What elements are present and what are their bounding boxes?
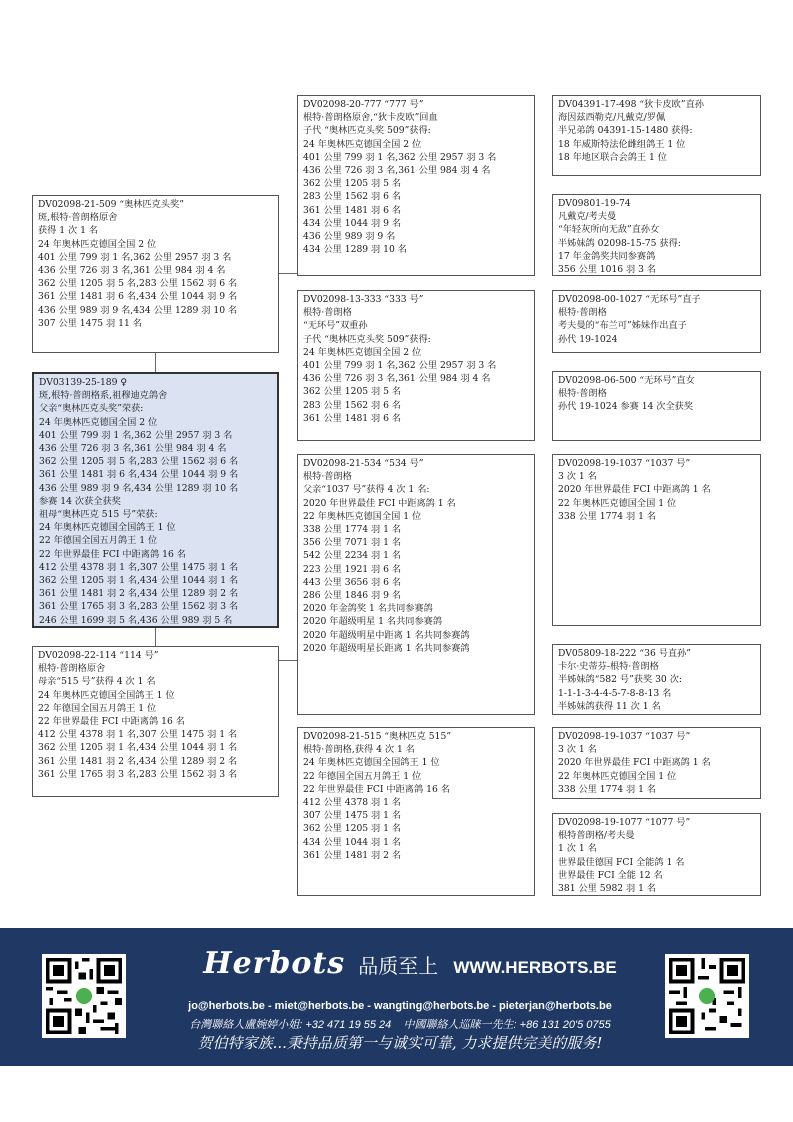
pedigree-line: 18 年威斯特法伦雌组鸽王 1 位	[558, 138, 686, 150]
granddam-2-card	[297, 727, 535, 896]
phone-contacts	[130, 1016, 670, 1032]
pedigree-line: 361 公里 1481 羽 6 名,434 公里 1044 羽 9 名	[39, 469, 239, 481]
pedigree-line: 24 年奥林匹克德国全国鸽王 1 位	[38, 689, 175, 701]
footer-banner	[0, 928, 793, 1066]
pigeon-ring-title: DV02098-21-534 “534 号”	[303, 458, 424, 469]
pedigree-line: 半兄弟鸽 04391-15-1480 获得:	[558, 125, 693, 137]
pedigree-line: 356 公里 7071 羽 1 名	[303, 537, 402, 549]
pedigree-line: “年轻灰所向无敌”直孙女	[558, 224, 660, 236]
pedigree-line: 斑,根特·普朗格系,祖穆迪克鸽舍	[39, 390, 168, 402]
pedigree-line: 2020 年金鸽奖 1 名共同参赛鸽	[303, 603, 433, 615]
pigeon-ring-title: DV02098-20-777 “777 号”	[303, 99, 424, 110]
pedigree-line: 1-1-1-3-4-4-5-7-8-8-13 名	[558, 687, 672, 699]
pedigree-line: 338 公里 1774 羽 1 名	[558, 783, 657, 795]
pedigree-line: 436 公里 726 羽 3 名,361 公里 984 羽 4 名	[303, 373, 491, 385]
pedigree-line: 381 公里 5982 羽 1 名	[558, 883, 657, 895]
pedigree-line: 361 公里 1481 羽 2 名,434 公里 1289 羽 2 名	[38, 755, 238, 767]
pedigree-line: 307 公里 1475 羽 11 名	[38, 317, 142, 329]
pedigree-line: 24 年奥林匹克德国全国 2 位	[39, 416, 158, 428]
ggp-2-card	[552, 194, 761, 276]
pedigree-line: 根特普朗格/考夫曼	[558, 830, 635, 842]
sire-card	[32, 195, 279, 353]
ggp-3-card	[552, 290, 761, 353]
pedigree-line: 412 公里 4378 羽 1 名,307 公里 1475 羽 1 名	[39, 561, 239, 573]
pedigree-line: 356 公里 1016 羽 3 名	[558, 264, 657, 276]
pedigree-line: 2020 年超级明星长距离 1 名共同参赛鸽	[303, 642, 470, 654]
pedigree-line: 斑,根特·普朗格原舍	[38, 212, 118, 224]
pigeon-ring-title: DV04391-17-498 “狄卡皮欧”直孙	[558, 99, 704, 110]
ggp-4-card	[552, 371, 761, 441]
pedigree-line: 362 公里 1205 羽 1 名	[303, 823, 402, 835]
pedigree-line: 24 年奥林匹克德国全国鸽王 1 位	[303, 757, 440, 769]
pedigree-line: 世界最佳德国 FCI 全能鸽 1 名	[558, 856, 685, 868]
pigeon-ring-title: DV02098-00-1027 “无环号”直子	[558, 294, 701, 305]
pedigree-line: 362 公里 1205 羽 5 名,283 公里 1562 羽 6 名	[39, 456, 239, 468]
pedigree-line: 2020 年世界最佳 FCI 中距离鸽 1 名	[303, 497, 456, 509]
pedigree-line: 542 公里 2234 羽 1 名	[303, 550, 402, 562]
granddam-1-card	[297, 290, 535, 441]
wechat-qr-code-icon	[665, 954, 749, 1038]
pedigree-line: 436 公里 726 羽 3 名,361 公里 984 羽 4 名	[39, 443, 227, 455]
pedigree-line: 2020 年超级明星 1 名共同参赛鸽	[303, 616, 443, 628]
ggp-5-card	[552, 454, 761, 626]
pedigree-line: 根特·普朗格原舍,“狄卡皮欧”回血	[303, 112, 438, 124]
pedigree-line: 17 年金鸽奖共同参赛鸽	[558, 250, 656, 262]
pedigree-line: 半姊妹鸽 02098-15-75 获得:	[558, 237, 681, 249]
pedigree-line: 获得 1 次 1 名	[38, 225, 99, 237]
ggp-1-card	[552, 95, 761, 176]
pedigree-line: 世界最佳 FCI 全能 12 名	[558, 869, 663, 881]
pedigree-line: 子代 “奥林匹克头奖 509”获得:	[303, 333, 431, 345]
website-link[interactable]: WWW.HERBOTS.BE	[453, 958, 617, 977]
pigeon-ring-title: DV02098-22-114 “114 号”	[38, 650, 159, 661]
pedigree-line: 412 公里 4378 羽 1 名,307 公里 1475 羽 1 名	[38, 729, 238, 741]
pedigree-line: 401 公里 799 羽 1 名,362 公里 2957 羽 3 名	[303, 360, 497, 372]
pedigree-line: 24 年奥林匹克德国全国 2 位	[38, 238, 157, 250]
pigeon-ring-title: DV02098-13-333 “333 号”	[303, 294, 424, 305]
pedigree-line: 401 公里 799 羽 1 名,362 公里 2957 羽 3 名	[303, 151, 497, 163]
pigeon-ring-title: DV02098-19-1077 “1077 号”	[558, 817, 691, 828]
pedigree-line: 436 公里 989 羽 9 名	[303, 231, 396, 243]
pedigree-line: 362 公里 1205 羽 5 名,283 公里 1562 羽 6 名	[38, 278, 238, 290]
pedigree-line: 283 公里 1562 羽 6 名	[303, 191, 402, 203]
ggp-6-card	[552, 644, 761, 715]
pigeon-ring-title: DV05809-18-222 “36 号直孙”	[558, 648, 691, 659]
pedigree-line: 436 公里 989 羽 9 名,434 公里 1289 羽 10 名	[39, 482, 239, 494]
grandsire-2-card	[297, 454, 535, 715]
pedigree-line: 22 年世界最佳 FCI 中距离鸽 16 名	[39, 548, 186, 560]
pedigree-line: 361 公里 1481 羽 6 名,434 公里 1044 羽 9 名	[38, 291, 238, 303]
pedigree-line: 401 公里 799 羽 1 名,362 公里 2957 羽 3 名	[38, 251, 232, 263]
pedigree-line: 2020 年世界最佳 FCI 中距离鸽 1 名	[558, 484, 711, 496]
pedigree-line: 3 次 1 名	[558, 744, 597, 756]
pedigree-line: 443 公里 3656 羽 6 名	[303, 576, 402, 588]
pedigree-line: 3 次 1 名	[558, 471, 597, 483]
pedigree-line: 223 公里 1921 羽 6 名	[303, 563, 402, 575]
pedigree-line: 子代 “奥林匹克头奖 509”获得:	[303, 125, 431, 137]
pedigree-line: 海因兹西勒克/凡戴克/罗佩	[558, 112, 666, 124]
pedigree-line: 307 公里 1475 羽 1 名	[303, 810, 402, 822]
slogan: 品质至上	[358, 954, 439, 978]
pedigree-line: 361 公里 1481 羽 2 名	[303, 849, 402, 861]
pedigree-line: 根特·普朗格,获得 4 次 1 名	[303, 744, 415, 756]
pedigree-line: 361 公里 1481 羽 2 名,434 公里 1289 羽 2 名	[39, 588, 239, 600]
pedigree-line: 246 公里 1699 羽 5 名,436 公里 989 羽 5 名	[39, 614, 233, 626]
pedigree-line: 半姊妹鸽获得 11 次 1 名	[558, 700, 661, 712]
pedigree-line: 283 公里 1562 羽 6 名	[303, 399, 402, 411]
pedigree-line: 根特·普朗格	[558, 388, 607, 400]
ggp-7-card	[552, 727, 761, 799]
qr-code-left-icon	[42, 954, 126, 1038]
pedigree-line: 参赛 14 次获全获奖	[39, 495, 121, 507]
subject-card	[32, 372, 279, 628]
pedigree-line: 412 公里 4378 羽 1 名	[303, 797, 402, 809]
pedigree-line: 卡尔·史蒂芬-根特·普朗格	[558, 661, 659, 673]
pigeon-ring-title: DV02098-19-1037 “1037 号”	[558, 458, 691, 469]
pedigree-line: 22 年奥林匹克德国全国 1 位	[303, 510, 422, 522]
pedigree-line: 361 公里 1765 羽 3 名,283 公里 1562 羽 3 名	[38, 768, 238, 780]
pedigree-line: 436 公里 726 羽 3 名,361 公里 984 羽 4 名	[303, 165, 491, 177]
pedigree-line: 401 公里 799 羽 1 名,362 公里 2957 羽 3 名	[39, 429, 233, 441]
pedigree-line: 2020 年超级明星中距离 1 名共同参赛鸽	[303, 629, 470, 641]
ggp-8-card	[552, 813, 761, 896]
connector-subject-dam	[155, 627, 156, 647]
pedigree-line: 362 公里 1205 羽 5 名	[303, 386, 402, 398]
pedigree-line: 286 公里 1846 羽 9 名	[303, 590, 402, 602]
pedigree-line: 22 年德国全国五月鸽王 1 位	[39, 535, 158, 547]
pedigree-line: 436 公里 989 羽 9 名,434 公里 1289 羽 10 名	[38, 304, 238, 316]
pedigree-line: 祖母“奥林匹克 515 号”荣获:	[39, 509, 158, 521]
pigeon-ring-title: DV02098-06-500 “无环号”直女	[558, 375, 695, 386]
pedigree-line: 434 公里 1289 羽 10 名	[303, 244, 407, 256]
pedigree-line: “无环号”双重孙	[303, 320, 368, 332]
pedigree-line: 根特·普朗格	[303, 307, 352, 319]
pigeon-ring-title: DV03139-25-189 ♀	[39, 377, 128, 388]
pigeon-ring-title: DV02098-21-515 “奥林匹克 515”	[303, 731, 452, 742]
pedigree-line: 根特·普朗格原舍	[38, 663, 106, 675]
tagline: 贺伯特家族...秉持品质第一与诚实可靠, 力求提供完美的服务!	[197, 1034, 603, 1052]
pedigree-line: 父亲“1037 号”获得 4 次 1 名:	[303, 484, 430, 496]
pedigree-line: 1 次 1 名	[558, 843, 597, 855]
pigeon-ring-title: DV09801-19-74	[558, 198, 631, 209]
pedigree-line: 母亲“515 号”获得 4 次 1 名	[38, 676, 156, 688]
pedigree-line: 24 年奥林匹克德国全国鸽王 1 位	[39, 522, 176, 534]
pigeon-ring-title: DV02098-19-1037 “1037 号”	[558, 731, 691, 742]
pedigree-line: 22 年世界最佳 FCI 中距离鸽 16 名	[303, 783, 450, 795]
pedigree-line: 434 公里 1044 羽 9 名	[303, 217, 402, 229]
pedigree-line: 22 年世界最佳 FCI 中距离鸽 16 名	[38, 716, 185, 728]
pedigree-line: 22 年奥林匹克德国全国 1 位	[558, 497, 677, 509]
pedigree-line: 361 公里 1765 羽 3 名,283 公里 1562 羽 3 名	[39, 601, 239, 613]
pedigree-line: 24 年奥林匹克德国全国 2 位	[303, 346, 422, 358]
pedigree-line: 2020 年世界最佳 FCI 中距离鸽 1 名	[558, 757, 711, 769]
brand-line	[180, 946, 640, 981]
pedigree-line: 361 公里 1481 羽 6 名	[303, 204, 402, 216]
pedigree-line: 凡戴克/考夫曼	[558, 211, 617, 223]
contact-taiwan: 台灣聯絡人盧婉婷小姐: +32 471 19 55 24	[189, 1019, 392, 1031]
pedigree-line: 362 公里 1205 羽 5 名	[303, 178, 402, 190]
pedigree-line: 22 年德国全国五月鸽王 1 位	[303, 770, 422, 782]
connector-subject-sire	[155, 353, 156, 373]
grandsire-1-card	[297, 95, 535, 276]
pedigree-line: 24 年奥林匹克德国全国 2 位	[303, 138, 422, 150]
pedigree-line: 362 公里 1205 羽 1 名,434 公里 1044 羽 1 名	[38, 742, 238, 754]
pedigree-line: 根特·普朗格	[303, 471, 352, 483]
pedigree-line: 361 公里 1481 羽 6 名	[303, 412, 402, 424]
pedigree-line: 22 年奥林匹克德国全国 1 位	[558, 770, 677, 782]
pedigree-line: 362 公里 1205 羽 1 名,434 公里 1044 羽 1 名	[39, 575, 239, 587]
connector-dam-gp	[278, 660, 298, 661]
pedigree-line: 436 公里 726 羽 3 名,361 公里 984 羽 4 名	[38, 265, 226, 277]
herbots-logo: Herbots	[203, 946, 346, 981]
pedigree-line: 338 公里 1774 羽 1 名	[303, 524, 402, 536]
pedigree-line: 434 公里 1044 羽 1 名	[303, 836, 402, 848]
pigeon-ring-title: DV02098-21-509 “奥林匹克头奖”	[38, 199, 184, 210]
contact-china: 中國聯絡人巡睐一先生: +86 131 20'5 0755	[403, 1019, 611, 1031]
pedigree-line: 根特·普朗格	[558, 307, 607, 319]
pedigree-line: 孙代 19-1024 参赛 14 次全获奖	[558, 401, 694, 413]
email-contacts[interactable]: jo@herbots.be - miet@herbots.be - wangting@herbots.be - pieterjan@herbots.be	[188, 1000, 612, 1012]
pedigree-line: 孙代 19-1024	[558, 333, 618, 345]
pedigree-line: 考夫曼的“布兰可”姊妹作出直子	[558, 320, 687, 332]
pedigree-line: 22 年德国全国五月鸽王 1 位	[38, 702, 157, 714]
dam-card	[32, 646, 279, 797]
pedigree-line: 半姊妹鸽“582 号”获奖 30 次:	[558, 674, 682, 686]
pedigree-line: 父亲“奥林匹克头奖”荣获:	[39, 403, 144, 415]
pedigree-line: 18 年地区联合会鸽王 1 位	[558, 151, 667, 163]
connector-sire-gp	[278, 273, 298, 274]
pedigree-line: 338 公里 1774 羽 1 名	[558, 510, 657, 522]
